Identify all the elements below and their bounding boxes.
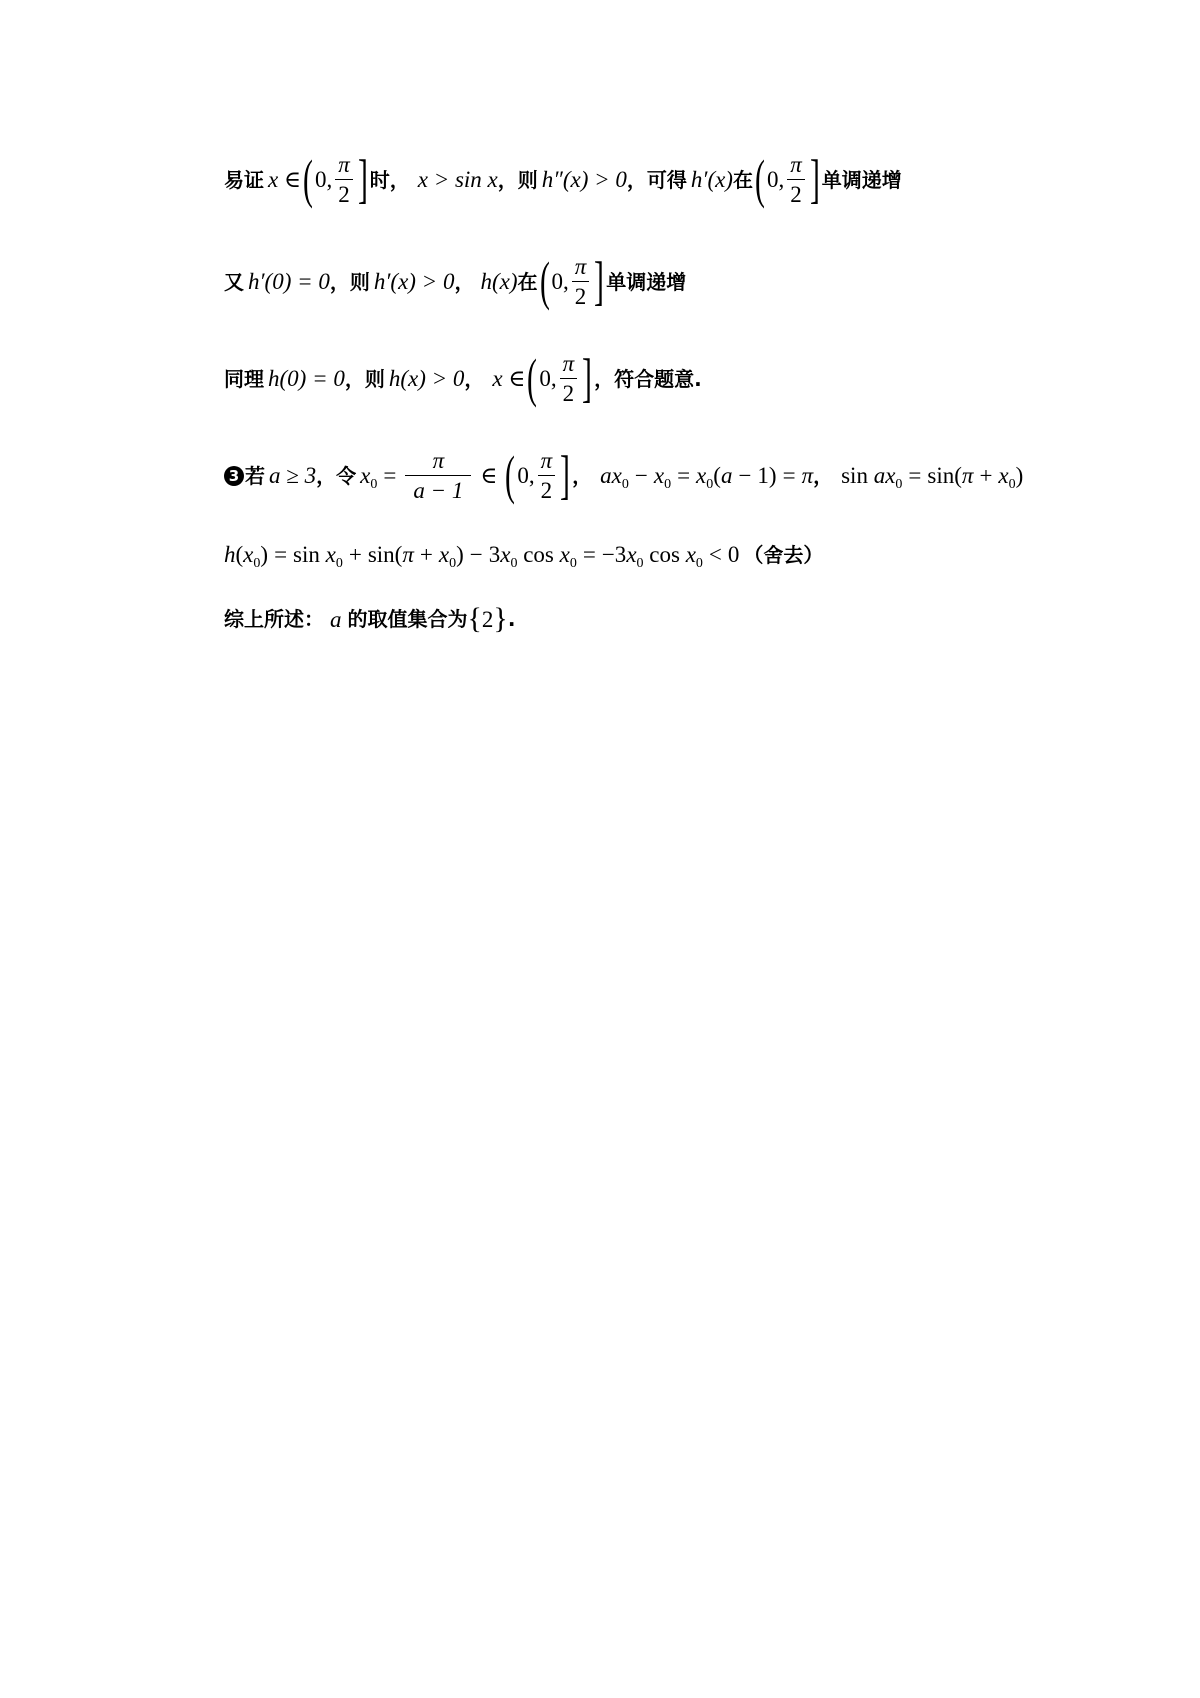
fraction-pi-over-2: $\frac{\pi}{2}$ bbox=[538, 449, 556, 502]
solution-line-5 bbox=[224, 542, 824, 571]
text-you: 又 bbox=[224, 269, 244, 294]
math-hp0-zero: h′(0) = 0 bbox=[248, 269, 330, 294]
math-zero: 0, bbox=[551, 269, 569, 294]
left-paren: ( bbox=[539, 251, 550, 312]
solution-line-4 bbox=[224, 445, 1024, 506]
math-h0-zero: h(0) = 0 bbox=[268, 366, 345, 391]
math-zero: 0, bbox=[766, 167, 785, 192]
text-period: . bbox=[507, 607, 516, 631]
text-zai: 在 bbox=[517, 269, 538, 294]
math-zero: 0, bbox=[539, 366, 557, 391]
right-bracket: ] bbox=[809, 149, 820, 210]
text-yizheng: 易证 bbox=[224, 167, 264, 192]
right-bracket: ] bbox=[582, 348, 593, 409]
text-comma: ， bbox=[454, 269, 475, 294]
fraction-pi-over-2: $\frac{\pi}{2}$ bbox=[572, 255, 590, 308]
right-brace: } bbox=[493, 602, 508, 635]
left-paren: ( bbox=[755, 149, 765, 210]
math-sin-ax0: $\sin ax_0 = \sin(\pi + x_0)$ bbox=[841, 463, 1024, 492]
left-brace: { bbox=[467, 602, 482, 635]
math-x0-def: $x_0$ = bbox=[360, 463, 397, 492]
math-ax0-minus-x0: $ax_0 - x_0 = x_0(a - 1) = \pi$ bbox=[600, 463, 814, 492]
text-zai: 在 bbox=[732, 167, 753, 192]
text-comma: ， bbox=[572, 463, 593, 488]
fraction-pi-over-2: $\frac{\pi}{2}$ bbox=[335, 153, 353, 206]
text-monotonic-increasing: 单调递增 bbox=[606, 269, 687, 294]
math-x-gt-sinx: x > sin x bbox=[417, 167, 498, 192]
text-conclusion: 综上所述： bbox=[224, 607, 324, 631]
text-ze: ，则 bbox=[329, 269, 370, 294]
solution-line-6 bbox=[224, 604, 515, 634]
text-ze: ，则 bbox=[344, 366, 385, 391]
text-comma: ， bbox=[813, 463, 834, 488]
text-ruo: 若 bbox=[245, 463, 265, 488]
text-value-set: 的取值集合为 bbox=[347, 607, 468, 631]
text-tongli: 同理 bbox=[224, 366, 264, 391]
right-bracket: ] bbox=[560, 445, 571, 506]
fraction-pi-over-2: $\frac{\pi}{2}$ bbox=[787, 153, 805, 206]
math-element-of: ∈ bbox=[480, 463, 498, 488]
left-paren: ( bbox=[303, 149, 313, 210]
text-fuhe-tiyi: ，符合题意. bbox=[594, 366, 702, 391]
math-zero: 0, bbox=[314, 167, 333, 192]
text-monotonic-increasing: 单调递增 bbox=[821, 167, 902, 192]
left-paren: ( bbox=[505, 445, 516, 506]
math-set-value: 2 bbox=[481, 606, 494, 632]
math-zero: 0, bbox=[517, 463, 535, 488]
math-x-in: x ∈ bbox=[492, 366, 526, 391]
text-discard: （舍去） bbox=[743, 542, 824, 567]
math-a: a bbox=[330, 606, 342, 632]
math-h-x0-expression: $h(x_0) = \sin x_0 + \sin(\pi + x_0) - 3x_0$ $\cos x_0 = -3x_0$ $\cos x_0 < 0$ bbox=[224, 542, 740, 571]
math-hpp-positive: h″(x) > 0 bbox=[541, 167, 627, 192]
text-shi: 时， bbox=[369, 167, 410, 192]
right-bracket: ] bbox=[357, 149, 368, 210]
fraction-pi-over-2: $\frac{\pi}{2}$ bbox=[560, 352, 578, 405]
solution-line-3 bbox=[224, 348, 702, 409]
math-x-in: x ∈ bbox=[268, 167, 301, 192]
solution-line-2 bbox=[224, 251, 687, 312]
left-paren: ( bbox=[527, 348, 538, 409]
text-kede: ，可得 bbox=[626, 167, 687, 192]
circled-number-3: 3 bbox=[224, 466, 244, 486]
solution-line-1 bbox=[224, 149, 902, 210]
text-comma: ， bbox=[464, 366, 485, 391]
math-a-geq-3: a ≥ 3 bbox=[269, 463, 317, 488]
math-hx-positive: h(x) > 0 bbox=[388, 366, 465, 391]
math-hp: h′(x) bbox=[690, 167, 733, 192]
right-bracket: ] bbox=[594, 251, 605, 312]
text-ze: ，则 bbox=[497, 167, 538, 192]
math-hp-positive: h′(x) > 0 bbox=[373, 269, 455, 294]
text-ling: ，令 bbox=[316, 463, 357, 488]
fraction-pi-over-a-minus-1: $\frac{\pi}{a - 1}$ bbox=[405, 449, 471, 502]
math-hx: h(x) bbox=[480, 269, 518, 294]
